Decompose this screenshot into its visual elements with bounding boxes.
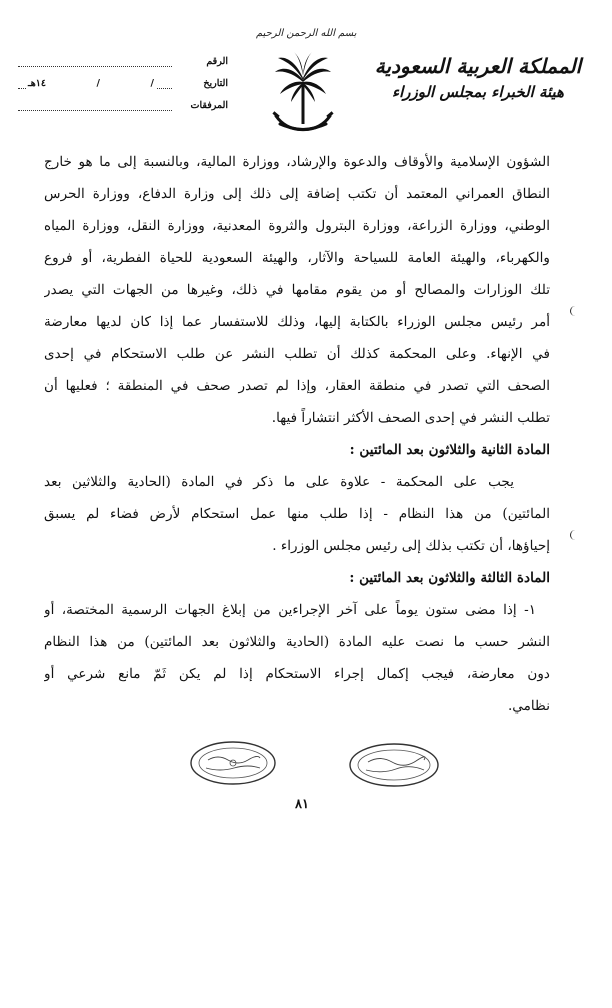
letterhead-title xyxy=(362,54,594,102)
margin-mark-icon xyxy=(570,306,579,316)
date-separator: / xyxy=(96,78,100,89)
official-seal-stamp-icon xyxy=(188,738,278,788)
palm-and-swords-emblem-icon xyxy=(272,50,334,142)
date-label: التاريخ xyxy=(203,78,228,89)
article-line: النشر حسب ما نصت عليه المادة (الحادية والثلاثون بعد المائتين) من هذا النظام xyxy=(44,634,550,650)
official-seal-stamp-icon xyxy=(346,740,442,790)
reference-line xyxy=(18,66,172,67)
reference-fields xyxy=(18,56,228,122)
article-line: دون معارضة، فيجب إكمال إجراء الاستحكام إذا لم يكن ثَمّ مانع شرعي أو xyxy=(44,666,550,682)
article-line: إحياؤها، أن تكتب بذلك إلى رئيس مجلس الوزراء . xyxy=(272,538,550,554)
body-line: تلك الوزارات والمصالح أو من يقوم مقامها في ذلك، وغيرها من الجهات التي يصدر xyxy=(44,282,550,298)
attachments-line xyxy=(18,110,172,111)
kingdom-title: المملكة العربية السعودية xyxy=(374,54,582,78)
date-row xyxy=(18,78,228,100)
article-heading: المادة الثانية والثلاثون بعد المائتين : xyxy=(349,442,550,458)
authority-title: هيئة الخبراء بمجلس الوزراء xyxy=(392,83,564,101)
article-heading: المادة الثالثة والثلاثون بعد المائتين : xyxy=(349,570,550,586)
reference-number-row xyxy=(18,56,228,78)
article-line: نظامي. xyxy=(507,698,550,714)
attachments-row xyxy=(18,100,228,122)
document-body xyxy=(44,146,550,722)
date-value xyxy=(26,78,156,89)
page-number: ٨١ xyxy=(295,797,309,812)
margin-mark-icon xyxy=(570,530,579,540)
body-line: النطاق العمراني المعتمد أن تكتب إضافة إلى ذلك إلى وزارة الدفاع، ووزارة الحرس xyxy=(44,186,550,202)
date-suffix: ١٤هـ xyxy=(28,78,47,89)
body-line: في الإنهاء. وعلى المحكمة كذلك أن تطلب النشر عن طلب الاستحكام في إحدى xyxy=(44,346,550,362)
attachments-label: المرفقات xyxy=(190,100,228,111)
body-line: الوطني، ووزارة الزراعة، ووزارة البترول والثروة المعدنية، ووزارة النقل، ووزارة المياه xyxy=(44,218,550,234)
body-line: تطلب النشر في إحدى الصحف الأكثر انتشاراً فيها. xyxy=(271,410,550,426)
date-separator: / xyxy=(150,78,154,89)
body-line: أمر رئيس مجلس الوزراء بالكتابة إليها، وذلك للاستفسار عما إذا كان لديها معارضة xyxy=(44,314,550,330)
body-line: الشؤون الإسلامية والأوقاف والدعوة والإرشاد، ووزارة المالية، وبالنسبة إلى ما هو خارج xyxy=(44,154,550,170)
article-line: يجب على المحكمة - علاوة على ما ذكر في المادة (الحادية والثلاثين بعد xyxy=(44,474,514,490)
article-line: ١- إذا مضى ستون يوماً على آخر الإجراءين من إبلاغ الجهات الرسمية المختصة، أو xyxy=(44,602,536,618)
body-line: والكهرباء، والهيئة العامة للسياحة والآثار، والهيئة السعودية للحياة الفطرية، أو فروع xyxy=(44,250,550,266)
body-line: الصحف التي تصدر في منطقة العقار، وإذا لم تصدر صحف في المنطقة ؛ فعليها أن xyxy=(44,378,550,394)
article-line: المائتين) من هذا النظام - إذا طلب منها عمل استحكام لأرض فضاء لم يسبق xyxy=(44,506,550,522)
basmala: بسم الله الرحمن الرحيم xyxy=(256,28,357,39)
reference-label: الرقم xyxy=(206,56,228,67)
